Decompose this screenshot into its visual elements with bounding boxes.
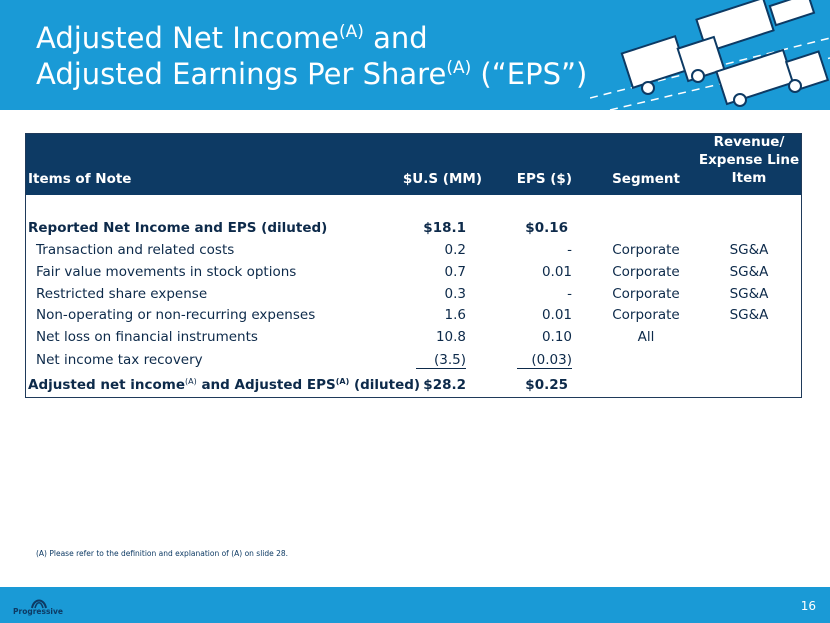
header-banner [0,0,830,110]
header-eps: EPS ($) [516,171,572,187]
footer-bar [0,587,830,623]
total-label: Adjusted net income$^{(A)}$ and Adjusted $EPS^{(A)}$ (diluted) [28,377,421,393]
truck-illustration-icon [590,0,830,110]
header-usd-mm: $U.S (MM) [402,171,482,187]
footnote: (A) Please refer to the definition and explanation of (A) on slide 28. [36,549,289,558]
header-revenue-expense-line-item: Revenue/ Expense Line Item [698,134,800,186]
header-items-of-note: Items of Note [28,171,132,187]
title-line-2: Adjusted Earnings Per Share$^{(A)}$ (“EPS”) [36,57,588,91]
progressive-logo: Progressive [6,595,70,619]
items-of-note-table: Items of Note $U.S (MM) EPS ($) Segment Revenue/ Expense Line Item Reported Net Income and EPS (diluted) $18.1 $0.16 Transaction and related costs 0.2 - Corporate SG&A Fair value movements in stock options 0.7 0.01 Corporate SG&A Restricted share expense 0.3 - Corporate SG&A Non-operating or non-recurring expenses 1.6 0.01 Corporate SG&A Net loss on financial instruments 10.8 0.10 All Net income tax recovery (3.5) (0.03) Adjusted net income$^{(A)}$ and Adjusted $EPS^{(A)}$ (diluted) $28.2 $0.25 [25,133,802,398]
header-segment: Segment [612,171,680,187]
title-line-1: Adjusted Net Income$^{(A)}$ and [36,21,428,55]
table-header [26,134,801,195]
page-title [36,20,587,92]
page-number: 16 [800,599,816,613]
